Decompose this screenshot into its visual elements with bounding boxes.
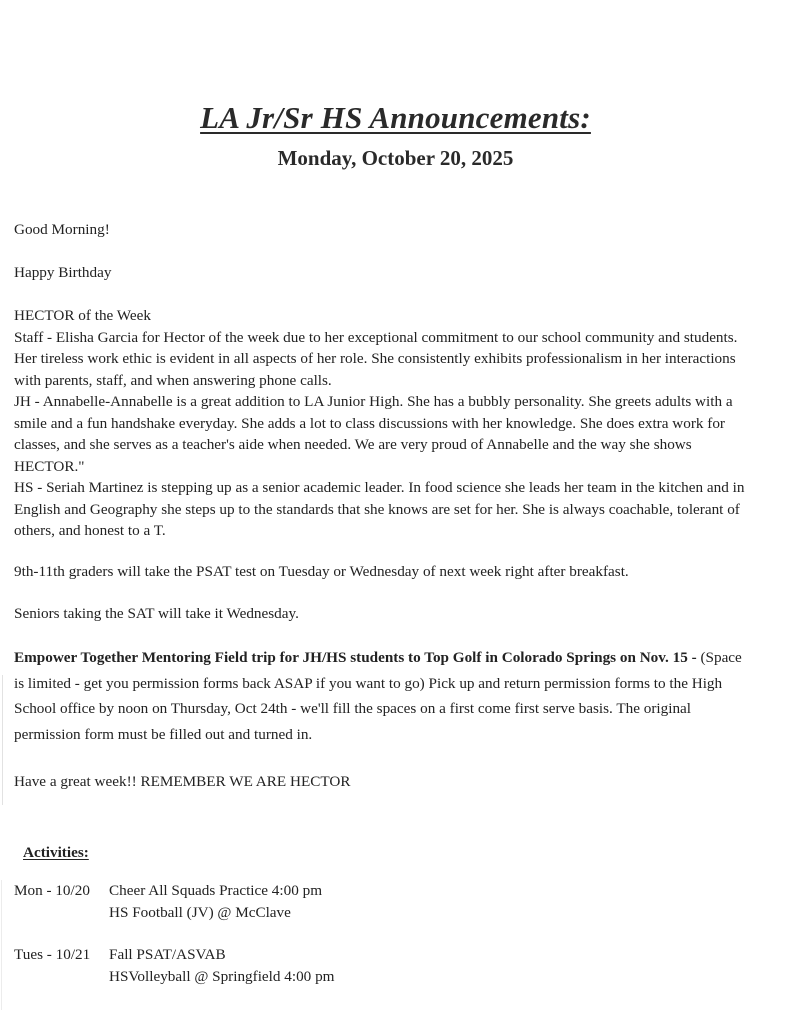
activity-items xyxy=(109,944,334,987)
hs-line: HS - Seriah Martinez is stepping up as a senior academic leader. In food science she leads her team in the kitchen and in xyxy=(14,479,745,496)
activity-day-label: Mon - 10/20 xyxy=(14,882,90,899)
sat-notice: Seniors taking the SAT will take it Wednesday. xyxy=(14,605,299,622)
greeting: Good Morning! xyxy=(14,221,110,238)
jh-line: classes, and she serves as a teacher's aide when needed. We are very proud of Annabelle and the way she shows xyxy=(14,436,692,453)
page-title: LA Jr/Sr HS Announcements: xyxy=(200,100,591,135)
scan-edge-shadow xyxy=(2,675,3,805)
staff-line: Staff - Elisha Garcia for Hector of the week due to her exceptional commitment to our school community and students. xyxy=(14,328,738,346)
field-trip-note-start: (Space xyxy=(700,649,742,666)
activity-items xyxy=(109,880,322,923)
field-trip-first-line xyxy=(14,645,789,671)
staff-line: Her tireless work ethic is evident in all aspects of her role. She consistently exhibits professionalism in her interactions xyxy=(14,350,736,367)
field-trip-line: is limited - get you permission forms back ASAP if you want to go) Pick up and return permission forms to the High xyxy=(14,674,723,692)
activity-item: Cheer All Squads Practice 4:00 pm xyxy=(109,882,323,899)
activity-item: Fall PSAT/ASVAB xyxy=(109,946,226,963)
hs-line: English and Geography she steps up to the standards that she knows are set for her. She is always coachable, tolerant of xyxy=(14,500,740,518)
hector-heading: HECTOR of the Week xyxy=(14,307,151,324)
jh-line: HECTOR." xyxy=(14,457,85,475)
activity-day-label: Tues - 10/21 xyxy=(14,946,91,963)
hs-line: others, and honest to a T. xyxy=(14,522,166,539)
activity-item: HSVolleyball @ Springfield 4:00 pm xyxy=(109,967,335,985)
scan-edge-shadow xyxy=(1,880,2,1010)
field-trip-title: Empower Together Mentoring Field trip for JH/HS students to Top Golf in Colorado Springs on Nov. 15 - xyxy=(14,649,701,666)
staff-line: with parents, staff, and when answering phone calls. xyxy=(14,371,332,389)
field-trip-notice xyxy=(14,645,789,747)
field-trip-line: permission form must be filled out and turned in. xyxy=(14,725,313,743)
hector-of-the-week-section xyxy=(14,305,789,542)
birthday-heading: Happy Birthday xyxy=(14,264,112,281)
activity-item: HS Football (JV) @ McClave xyxy=(109,903,291,921)
closing-message: Have a great week!! REMEMBER WE ARE HECTOR xyxy=(14,773,351,790)
page-date: Monday, October 20, 2025 xyxy=(277,146,514,170)
field-trip-line: School office by noon on Thursday, Oct 24th - we'll fill the spaces on a first come first serve basis. The original xyxy=(14,700,692,717)
jh-line: JH - Annabelle-Annabelle is a great addition to LA Junior High. She has a bubbly personality. She greets adults with a xyxy=(14,393,733,410)
jh-line: smile and a fun handshake everyday. She adds a lot to class discussions with her knowledge. She does extra work for xyxy=(14,414,725,432)
activities-heading: Activities: xyxy=(23,844,89,861)
psat-notice: 9th-11th graders will take the PSAT test on Tuesday or Wednesday of next week right after breakfast. xyxy=(14,563,629,580)
